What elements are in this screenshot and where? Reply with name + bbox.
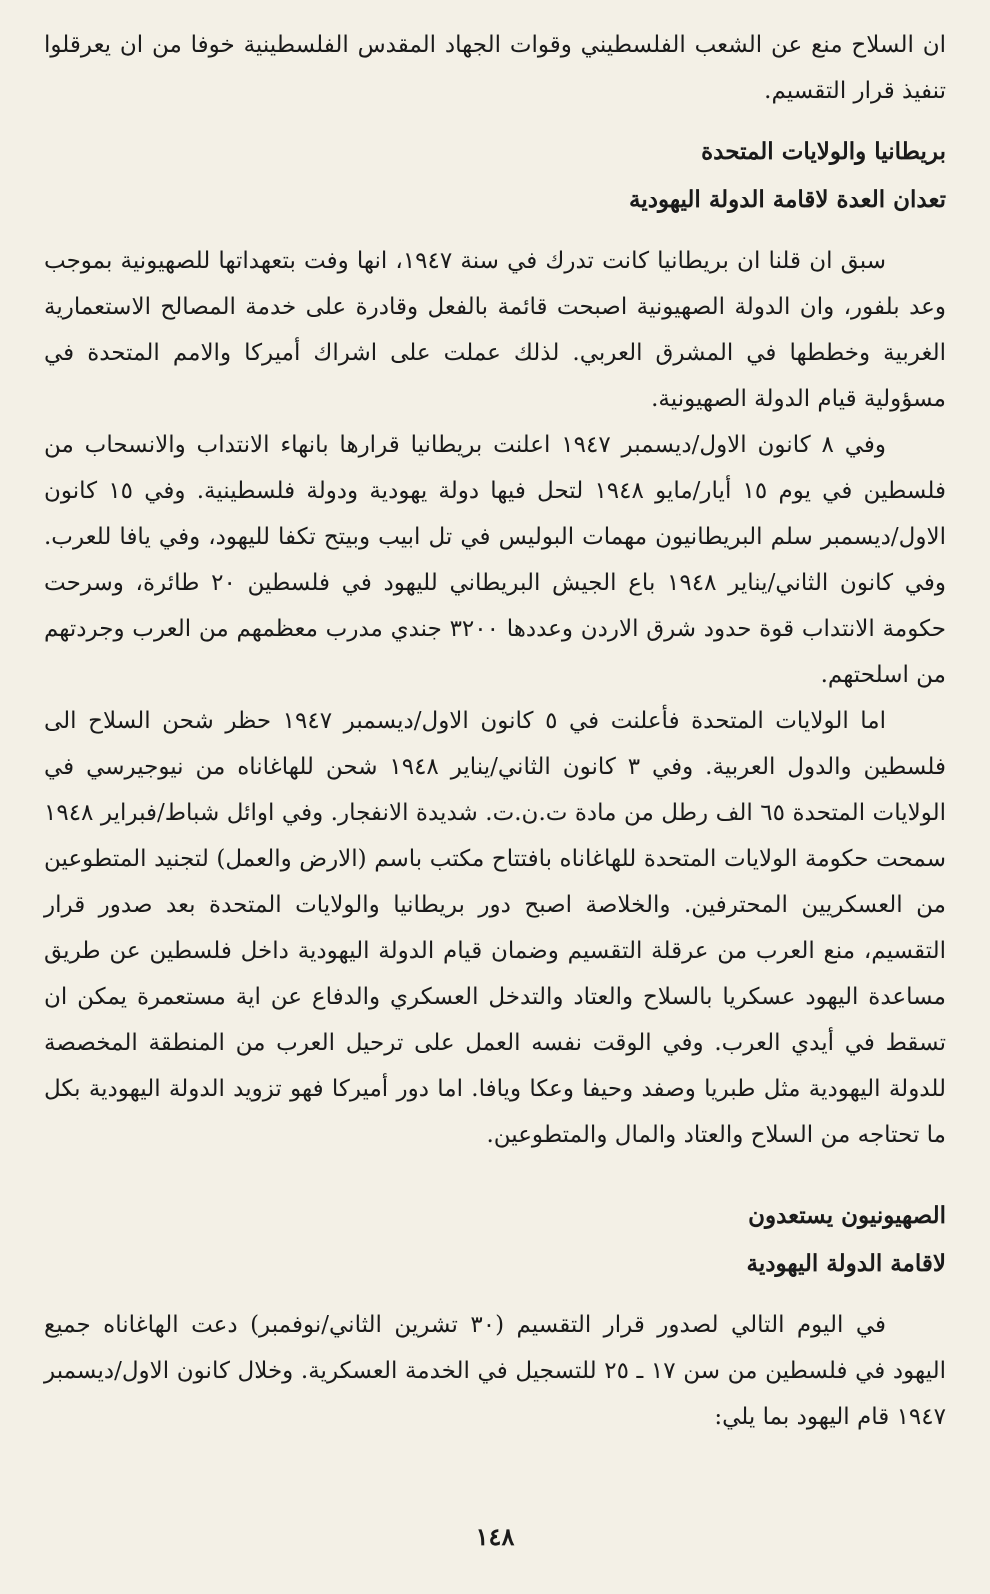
- paragraph-continuation: ان السلاح منع عن الشعب الفلسطيني وقوات الجهاد المقدس الفلسطينية خوفا من ان يعرقلوا تنفيذ قرار التقسيم.: [44, 32, 946, 104]
- section-heading-2-line-2: لاقامة الدولة اليهودية: [746, 1250, 946, 1277]
- spacer: [44, 1158, 946, 1192]
- section-heading-line-1: بريطانيا والولايات المتحدة: [701, 138, 946, 165]
- spacer: [44, 224, 946, 238]
- section-heading-2-line-1: الصهيونيون يستعدون: [748, 1202, 946, 1229]
- page-number: ١٤٨: [475, 1522, 515, 1551]
- section-heading-line-2: تعدان العدة لاقامة الدولة اليهودية: [629, 186, 946, 213]
- paragraph-us-role: اما الولايات المتحدة فأعلنت في ٥ كانون الاول/ديسمبر ١٩٤٧ حظر شحن السلاح الى فلسطين والدول العربية. وفي ٣ كانون الثاني/يناير ١٩٤٨ شحن للهاغاناه من نيوجيرسي في الولايات المتحدة ٦٥ الف رطل من مادة ت.ن.ت. شديدة الانفجار. وفي اوائل شباط/فبراير ١٩٤٨ سمحت حكومة الولايات المتحدة للهاغاناه بافتتاح مكتب باسم (الارض والعمل) لتجنيد المتطوعين من العسكريين المحترفين. والخلاصة اصبح دور بريطانيا والولايات المتحدة بعد صدور قرار التقسيم، منع العرب من عرقلة التقسيم وضمان قيام الدولة اليهودية داخل فلسطين عن طريق مساعدة اليهود عسكريا بالسلاح والعتاد والتدخل العسكري والدفاع عن اية مستعمرة يمكن ان تسقط في أيدي العرب. وفي الوقت نفسه العمل على ترحيل العرب من المنطقة المخصصة للدولة اليهودية مثل طبريا وصفد وحيفا وعكا ويافا. اما دور أميركا فهو تزويد الدولة اليهودية بكل ما تحتاجه من السلاح والعتاد والمال والمتطوعين.: [44, 708, 947, 1148]
- paragraph-britain-withdrawal: وفي ٨ كانون الاول/ديسمبر ١٩٤٧ اعلنت بريطانيا قرارها بانهاء الانتداب والانسحاب من فلسطين في يوم ١٥ أيار/مايو ١٩٤٨ لتحل فيها دولة يهودية ودولة فلسطينية. وفي ١٥ كانون الاول/ديسمبر سلم البريطانيون مهمات البوليس في تل ابيب وبيتح تكفا لليهود، وفي يافا للعرب. وفي كانون الثاني/يناير ١٩٤٨ باع الجيش البريطاني لليهود في فلسطين ٢٠ طائرة، وسرحت حكومة الانتداب قوة حدود شرق الاردن وعددها ٣٢٠٠ جندي مدرب معظمهم من العرب وجردتهم من اسلحتهم.: [44, 432, 947, 688]
- spacer: [44, 1288, 946, 1302]
- spacer: [44, 114, 946, 128]
- paragraph-britain-commitments: سبق ان قلنا ان بريطانيا كانت تدرك في سنة ١٩٤٧، انها وفت بتعهداتها للصهيونية بموجب وعد بلفور، وان الدولة الصهيونية اصبحت قائمة بالفعل وقادرة على خدمة المصالح الاستعمارية الغربية وخططها في المشرق العربي. لذلك عملت على اشراك أميركا والامم المتحدة في مسؤولية قيام الدولة الصهيونية.: [44, 248, 946, 412]
- paragraph-haganah-mobilization: في اليوم التالي لصدور قرار التقسيم (٣٠ تشرين الثاني/نوفمبر) دعت الهاغاناه جميع اليهود في فلسطين من سن ١٧ ـ ٢٥ للتسجيل في الخدمة العسكرية. وخلال كانون الاول/ديسمبر ١٩٤٧ قام اليهود بما يلي:: [44, 1312, 946, 1430]
